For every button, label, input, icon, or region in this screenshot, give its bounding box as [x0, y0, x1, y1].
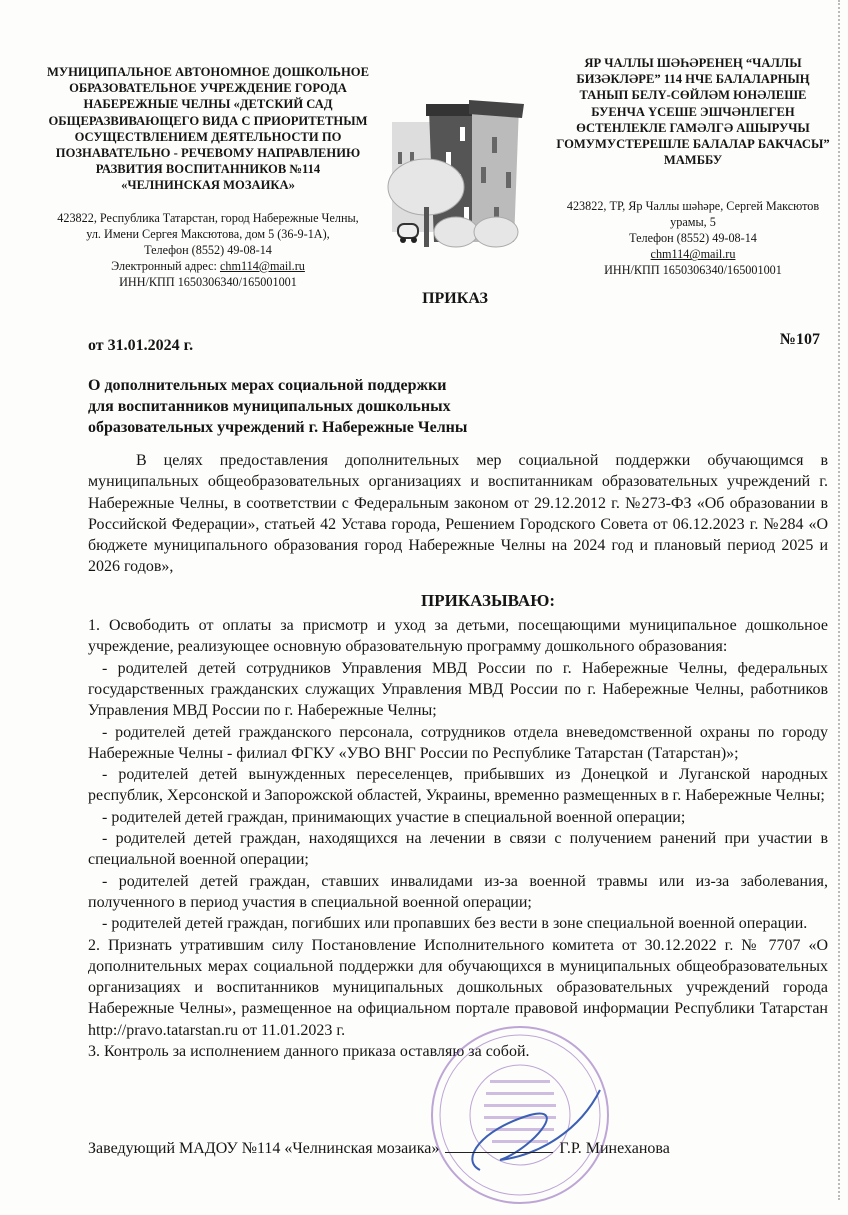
doc-date: от 31.01.2024 г. [88, 337, 194, 354]
org-name-tt: ЯР ЧАЛЛЫ ШӘҺӘРЕНЕҢ “ЧАЛЛЫ БИЗӘКЛӘРЕ” 114 НЧЕ БАЛАЛАРНЫҢ ТАНЫП БЕЛҮ-СӨЙЛӘМ ЮНӘЛЕШЕ БУЕНЧА ҮСЕШЕ ЭШЧӘНЛЕГЕН ӨСТЕНЛЕКЛЕ ГАМӘЛГӘ АШЫРУЧЫ ГОМУМУСТЕРЕШЛЕ БАЛАЛАР БАКЧАСЫ” МАМББУ [556, 56, 830, 168]
subitem: - родителей детей граждан, погибших или пропавших без вести в зоне специальной военной операции. [102, 915, 808, 933]
doc-title: ПРИКАЗ [422, 290, 488, 307]
doc-subject: О дополнительных мерах социальной поддержки для воспитанников муниципальных дошкольных образовательных учреждений г. Набережные Челны [88, 377, 468, 436]
signer-name: Г.Р. Минеханова [559, 1140, 670, 1157]
doc-number: №107 [779, 331, 820, 348]
address-tt: 423822, ТР, Яр Чаллы шәһәре, Сергей Максютов урамы, 5 Телефон (8552) 49-08-14 chm114@mail.ru ИНН/КПП 1650306340/165001001 [548, 198, 838, 278]
item-2: 2. Признать утратившим силу Постановление Исполнительного комитета от 30.12.2022 г. № 7707 «О дополнительных мерах социальной поддержки для обучающихся в муниципальных общеобразовательных организациях и воспитанников муниципальных дошкольных образовательных учреждений города Набережные Челны», размещенное на официальном портале правовой информации Республики Татарстан http://pravo.tatarstan.ru от 11.01.2023 г. [88, 936, 828, 1039]
signature-line [88, 1140, 828, 1158]
preamble: В целях предоставления дополнительных мер социальной поддержки обучающимся в муниципальных общеобразовательных организациях и воспитанникам образовательных учреждений г. Набережные Челны, в соответствии с Федеральным законом от 29.12.2012 г. №273-ФЗ «Об образовании в Российской Федерации», статьей 42 Устава города, Решением Городского Совета от 06.12.2023 г. №284 «О бюджете муниципального образования город Набережные Челны на 2024 год и плановый период 2025 и 2026 годов», [88, 452, 828, 576]
email-link[interactable]: chm114@mail.ru [650, 247, 736, 262]
order-word: ПРИКАЗЫВАЮ: [420, 590, 556, 610]
subitem: - родителей детей граждан, находящихся на лечении в связи с получением ранений при участии в специальной военной операции; [88, 830, 828, 869]
email-link[interactable]: chm114@mail.ru [219, 258, 305, 273]
subitem: - родителей детей вынужденных переселенцев, прибывших из Донецкой и Луганской народных республик, Херсонской и Запорожской областей, Украины, временно размещенных в г. Набережные Челны; [88, 766, 828, 805]
header-right [548, 55, 838, 278]
subitem: - родителей детей граждан, ставших инвалидами из-за военной травмы или из-за заболевания, полученного в период участия в специальной военной операции; [88, 872, 828, 911]
official-stamp [420, 1020, 620, 1210]
signature-blank [445, 1152, 553, 1153]
doc-body [88, 450, 828, 1062]
header-left [22, 64, 394, 290]
org-name-ru: МУНИЦИПАЛЬНОЕ АВТОНОМНОЕ ДОШКОЛЬНОЕ ОБРАЗОВАТЕЛЬНОЕ УЧРЕЖДЕНИЕ ГОРОДА НАБЕРЕЖНЫЕ ЧЕЛНЫ «ДЕТСКИЙ САД ОБЩЕРАЗВИВАЮЩЕГО ВИДА С ПРИОРИТЕТНЫМ ОСУЩЕСТВЛЕНИЕМ ДЕЯТЕЛЬНОСТИ ПО ПОЗНАВАТЕЛЬНО - РЕЧЕВОМУ НАПРАВЛЕНИЮ РАЗВИТИЯ ВОСПИТАННИКОВ №114 «ЧЕЛНИНСКАЯ МОЗАИКА» [46, 65, 369, 193]
signer-position: Заведующий МАДОУ №114 «Челнинская мозаика» [88, 1140, 440, 1157]
subitem: - родителей детей гражданского персонала, сотрудников отдела вневедомственной охраны по городу Набережные Челны - филиал ФГКУ «УВО ВНГ России по Республике Татарстан (Татарстан)»; [88, 723, 828, 762]
kindergarten-logo-image [384, 92, 534, 252]
item-1: 1. Освободить от оплаты за присмотр и уход за детьми, посещающими муниципальное дошкольное учреждение, реализующее основную образовательную программу дошкольного образования: [88, 617, 828, 656]
item-3: 3. Контроль за исполнением данного приказа оставляю за собой. [88, 1043, 530, 1061]
address-ru: 423822, Республика Татарстан, город Набережные Челны, ул. Имени Сергея Максютова, дом 5 (36-9-1А), Телефон (8552) 49-08-14 Электронный адрес: chm114@mail.ru ИНН/КПП 1650306340/165001001 [57, 210, 359, 289]
subitem: - родителей детей сотрудников Управления МВД России по г. Набережные Челны, федеральных государственных гражданских служащих Управления МВД России по г. Набережные Челны, работников Управления МВД России по г. Набережные Челны; [88, 659, 828, 720]
subitem: - родителей детей граждан, принимающих участие в специальной военной операции; [102, 808, 686, 826]
